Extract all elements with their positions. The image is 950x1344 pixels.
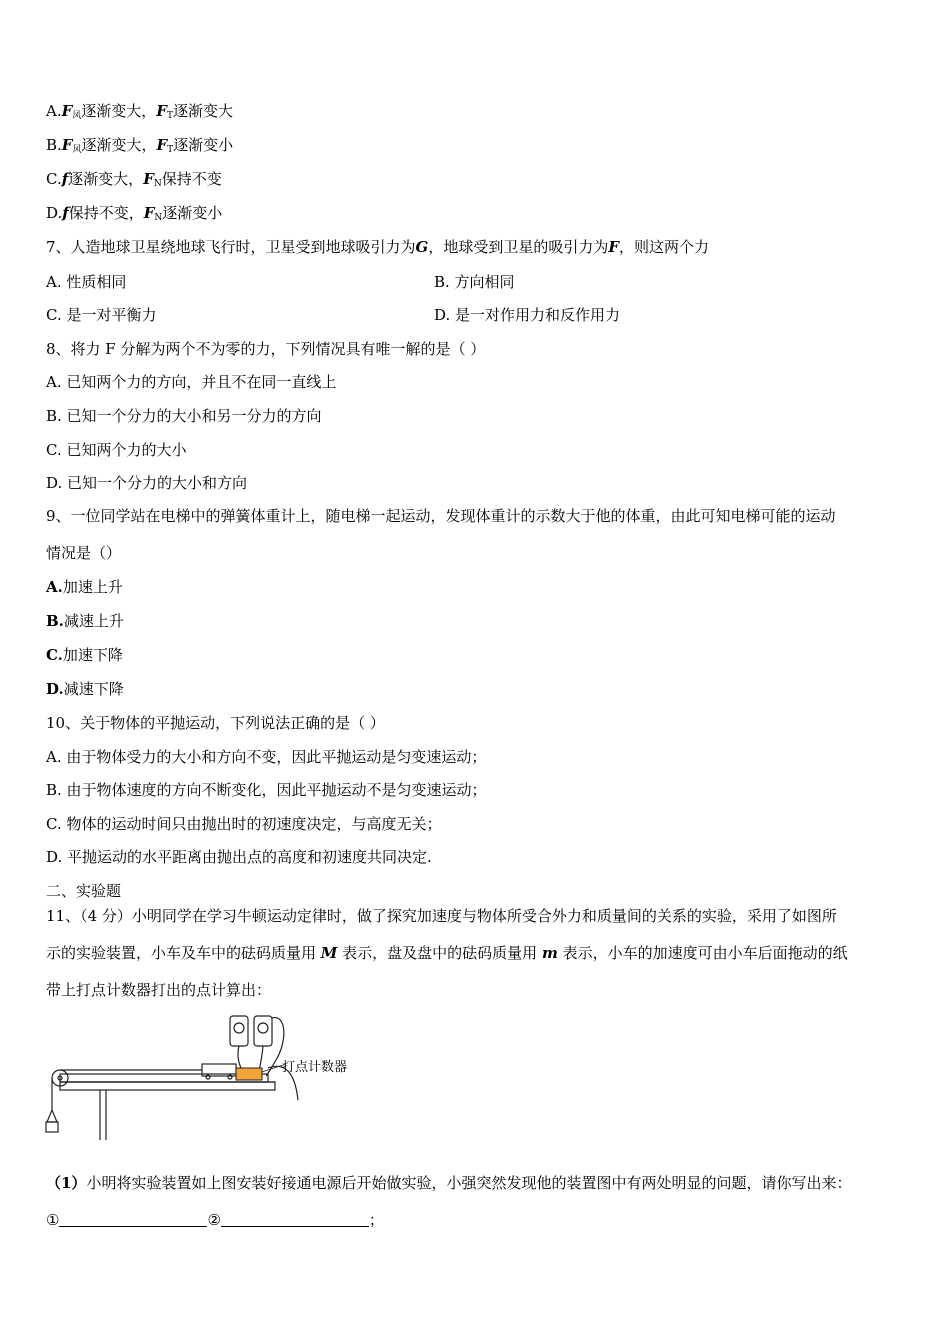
q9-option-b: B.减速上升 <box>46 612 124 630</box>
blank2-marker: ② <box>207 1211 221 1229</box>
figure-label-timer: 打点计数器 <box>282 1060 348 1075</box>
experiment-apparatus-figure <box>40 1010 380 1150</box>
q9-option-c: C.加速下降 <box>46 646 123 664</box>
q11-line3: 带上打点计数器打出的点计算出： <box>46 981 272 999</box>
q11-answer-blanks: ① ② ； <box>46 1211 384 1229</box>
section-title: 二、实验题 <box>46 882 122 900</box>
q7-stem: 7、人造地球卫星绕地球飞行时，卫星受到地球吸引力为G，地球受到卫星的吸引力为F，则这两个力 <box>46 238 710 256</box>
q6-option-b: $B.F_风$逐渐变大，$F_T$逐渐变小 <box>46 136 234 155</box>
q7-option-a: A. 性质相同 <box>46 273 127 291</box>
q11-line1: 11、（4 分）小明同学在学习牛顿运动定律时，做了探究加速度与物体所受合外力和质量间的关系的实验，采用了如图所 <box>46 907 837 925</box>
q10-option-d: D. 平抛运动的水平距离由抛出点的高度和初速度共同决定. <box>46 848 432 866</box>
q8-stem: 8、将力 F 分解为两个不为零的力，下列情况具有唯一解的是（ ） <box>46 340 486 358</box>
answer-blank-2[interactable] <box>221 1212 369 1227</box>
q11-sub1: （1）小明将实验装置如上图安装好接通电源后开始做实验，小强突然发现他的装置图中有两处明显的问题，请你写出来： <box>46 1174 852 1192</box>
q7-option-b: B. 方向相同 <box>434 273 515 291</box>
q8-option-d: D. 已知一个分力的大小和方向 <box>46 474 248 492</box>
q10-option-a: A. 由于物体受力的大小和方向不变，因此平抛运动是匀变速运动； <box>46 748 487 766</box>
q6-option-a: $A.F_风$逐渐变大，$F_T$逐渐变大 <box>46 102 233 121</box>
q7-option-d: D. 是一对作用力和反作用力 <box>434 306 621 324</box>
blank1-marker: ① <box>46 1211 60 1229</box>
q9-option-a: A.加速上升 <box>46 578 123 596</box>
q11-line2: 示的实验装置，小车及车中的砝码质量用 M 表示，盘及盘中的砝码质量用 m 表示，小车的加速度可由小车后面拖动的纸 <box>46 944 848 962</box>
q6-option-c: C.f逐渐变大，$F_N$保持不变 <box>46 170 222 189</box>
q9-option-d: D.减速下降 <box>46 680 124 698</box>
answer-blank-1[interactable] <box>59 1212 207 1227</box>
q6-option-d: D.f保持不变，$F_N$逐渐变小 <box>46 204 223 223</box>
q7-option-c: C. 是一对平衡力 <box>46 306 157 324</box>
q8-option-c: C. 已知两个力的大小 <box>46 441 187 459</box>
q9-stem-line2: 情况是（） <box>46 544 122 562</box>
q10-stem: 10、关于物体的平抛运动，下列说法正确的是（ ） <box>46 714 385 732</box>
q10-option-b: B. 由于物体速度的方向不断变化，因此平抛运动不是匀变速运动； <box>46 781 487 799</box>
q8-option-a: A. 已知两个力的方向，并且不在同一直线上 <box>46 373 337 391</box>
q10-option-c: C. 物体的运动时间只由抛出时的初速度决定，与高度无关； <box>46 815 442 833</box>
q9-stem-line1: 9、一位同学站在电梯中的弹簧体重计上，随电梯一起运动，发现体重计的示数大于他的体重，由此可知电梯可能的运动 <box>46 507 836 525</box>
q8-option-b: B. 已知一个分力的大小和另一分力的方向 <box>46 407 322 425</box>
